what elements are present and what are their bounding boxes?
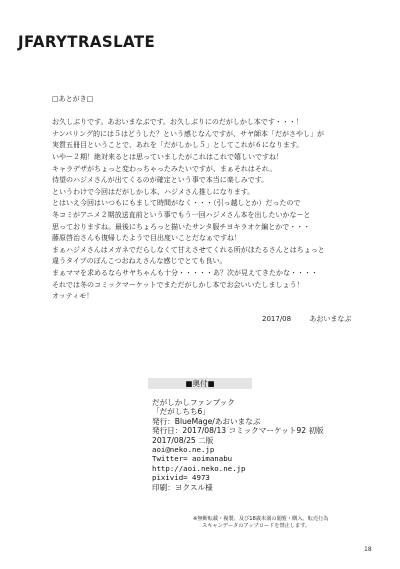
colophon-second-edition: 2017/08/25 二版 (152, 435, 214, 445)
afterword-date: 2017/08 (262, 315, 292, 323)
copyright-notice (193, 516, 383, 530)
page-number: 18 (364, 546, 372, 553)
afterword-line: 違うタイプのぽんこつおねえさんな感じでとても良い。 (52, 257, 227, 266)
colophon-publisher: 発行：BlueMage/あおいまなぶ (152, 416, 261, 426)
afterword-line: 藤原啓治さんも復帰したようで目出度いことだなぁですね！ (52, 234, 241, 243)
colophon-website: http://aoi.neko.ne.jp (152, 463, 246, 473)
colophon-pixiv: pixivid= 4973 (152, 473, 210, 483)
afterword-line: いやー２期！絶対来るとは思っていましたがこれはこれで嬉しいですね！ (52, 152, 283, 161)
notice-line: ※無断転載・複製、及び18歳未満の閲覧・購入、転売行為 (193, 516, 329, 522)
notice-line: スキャンデータのアップロードを禁止します。 (202, 523, 311, 529)
afterword-line: オッティモ！ (52, 292, 94, 301)
colophon-printer: 印刷：ヨクスル様 (152, 482, 213, 492)
afterword-line: 思っておりますね。最後にちょろっと描いたサンタ服チヨキラオケ編とかで・・・ (52, 222, 311, 231)
afterword-line: 実質五冊目ということで、あれを「だがしかし５」としてこれが６になります。 (52, 141, 304, 150)
colophon-email: aoi@neko.ne.jp (152, 445, 215, 455)
scanlator-watermark: JFARYTRASLATE (18, 32, 156, 52)
afterword-line: 待望のハジメさんが出てくるのが確定という事で本当に楽しみです。 (52, 176, 269, 185)
afterword-line: というわけで今回はだがしかし本、ハジメさん推しになります。 (52, 187, 255, 196)
afterword-author: あおいまなぶ (309, 315, 352, 323)
colophon-twitter: Twitter= aoimanabu (152, 454, 233, 464)
colophon-first-edition: 発行日：2017/08/13 コミックマーケット92 初版 (152, 426, 324, 436)
afterword-heading: □あとがき□ (52, 95, 94, 103)
afterword-line: キャラデザがちょっと変わっちゃったみたいですが、まぁそれはそれ。 (52, 164, 277, 173)
afterword-line: とはいえ今回はいつもにもまして時間がなく・・・（引っ越しとか）だったので (52, 199, 301, 208)
afterword-line: お久しぶりです。あおいまなぶです。お久しぶりにのだがしかし本です・・・！ (52, 118, 303, 127)
afterword-line: ナンバリング的には５はどうした？という感じなんですが、サヤ師本「だがさやし」が (52, 129, 325, 138)
afterword-line: それでは冬のコミックマーケットでまただがしかし本でお会いいたしましょう！ (52, 280, 304, 289)
colophon-book-title: 「だがしちち6」 (152, 407, 210, 417)
afterword-section (52, 94, 352, 303)
colophon-book-type: だがしかしファンブック (152, 398, 235, 407)
afterword-line: 冬コミがアニメ２期放送直前という事でもう一回ハジメさん本を出したいかなーと (52, 210, 311, 219)
afterword-line: まぁママを求めるならサヤちゃんも十分・・・・・あ？次が見えてきたかな・・・・ (52, 268, 318, 277)
afterword-line: まぁハジメさんはメガネでだらしなくて甘えさせてくれる所がほたるさんとはちょっと (52, 245, 325, 254)
afterword-signature (262, 314, 351, 324)
colophon-title: ■奥付■ (148, 378, 252, 389)
colophon-section (152, 398, 372, 492)
